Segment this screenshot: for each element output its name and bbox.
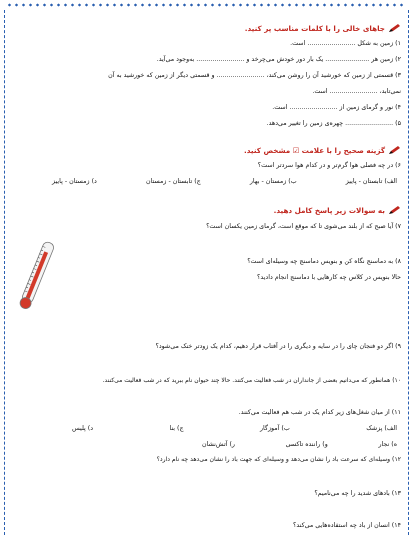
dashed-border-left bbox=[4, 10, 5, 535]
pencil-icon bbox=[388, 205, 401, 217]
job-option-a[interactable]: الف) پزشک bbox=[366, 425, 397, 432]
job-option-g[interactable]: ر) آتش‌نشان bbox=[202, 441, 235, 448]
option-a[interactable]: الف) تابستان - پاییز bbox=[345, 178, 397, 185]
dashed-border-right bbox=[408, 10, 409, 535]
question-2: ۲) زمین هر ...................... یک بار دور خودش می‌چرخد و ........................ به‌وجود می‌آید. bbox=[156, 56, 401, 63]
question-11: ۱۱) از میان شغل‌های زیر کدام یک در شب هم فعالیت می‌کنند. bbox=[238, 409, 401, 416]
question-8-line1: ۸) به دماسنج نگاه کن و بنویس دماسنج چه وسیله‌ای است؟ bbox=[247, 258, 401, 265]
question-3-line1: ۳) قسمتی از زمین که خورشید آن را روشن می‌کند، ........................ و قسمتی دیگر از زمین که خورشید به آن bbox=[108, 72, 401, 79]
job-option-d[interactable]: د) پلیس bbox=[72, 425, 94, 432]
question-5: ۵) ........................ چهره‌ی زمین را تغییر می‌دهد. bbox=[266, 120, 401, 127]
section2-header bbox=[12, 145, 401, 157]
option-d[interactable]: د) زمستان - پاییز bbox=[52, 178, 97, 185]
worksheet-content bbox=[12, 12, 401, 535]
pencil-icon bbox=[388, 23, 401, 35]
question-4: ۴) نور و گرمای زمین از ........................ است. bbox=[272, 104, 401, 111]
question-8-line2: حالا بنویس در کلاس چه کارهایی با دماسنج انجام دادید؟ bbox=[256, 274, 401, 281]
question-11-options-row1 bbox=[12, 425, 401, 433]
question-6-options bbox=[12, 178, 401, 186]
job-option-f[interactable]: و) راننده تاکسی bbox=[285, 441, 328, 448]
question-3-line2: نمی‌تابد، ........................ است. bbox=[312, 88, 401, 95]
dotted-border-top bbox=[6, 2, 407, 8]
job-option-e[interactable]: ه) نجار bbox=[378, 441, 397, 448]
option-c[interactable]: ج) تابستان - زمستان bbox=[145, 178, 201, 185]
question-9: ۹) اگر دو فنجان چای را در سایه و دیگری را در آفتاب قرار دهیم، کدام یک زودتر خنک می‌شود؟ bbox=[155, 343, 401, 350]
question-13: ۱۳) بادهای شدید را چه می‌نامیم؟ bbox=[314, 490, 401, 497]
question-1: ۱) زمین به شکل ........................ است. bbox=[290, 40, 401, 47]
thermometer-icon bbox=[14, 238, 58, 314]
job-option-c[interactable]: ج) بنا bbox=[169, 425, 184, 432]
section1-header bbox=[12, 23, 401, 35]
question-11-options-row2 bbox=[12, 441, 401, 449]
pencil-icon bbox=[388, 145, 401, 157]
section1-title: جاهای خالی را با کلمات مناسب پر کنید. bbox=[244, 24, 385, 33]
question-10: ۱۰) همانطور که می‌دانیم بعضی از جانداران در شب فعالیت می‌کنند. حالا چند حیوان نام ببرید که در شب فعالیت می‌کنند. bbox=[102, 377, 401, 384]
question-7: ۷) آیا صبح که از بلند می‌شوی تا که موقع است، گرمای زمین یکسان است؟ bbox=[206, 223, 401, 230]
option-b[interactable]: ب) زمستان - بهار bbox=[249, 178, 297, 185]
section3-header bbox=[12, 205, 401, 217]
question-6: ۶) در چه فصلی هوا گرم‌تر و در کدام هوا سردتر است؟ bbox=[257, 162, 401, 169]
section3-title: به سوالات زیر پاسخ کامل دهید. bbox=[273, 206, 385, 215]
job-option-b[interactable]: ب) آموزگار bbox=[260, 425, 290, 432]
section2-title: گزینه صحیح را با علامت ☑ مشخص کنید. bbox=[244, 146, 385, 155]
question-14: ۱۴) انسان از باد چه استفاده‌هایی می‌کند؟ bbox=[293, 522, 401, 529]
question-12: ۱۲) وسیله‌ای که سرعت باد را نشان می‌دهد و وسیله‌ای که جهت باد را نشان می‌دهد چه نام دارد؟ bbox=[156, 456, 401, 463]
